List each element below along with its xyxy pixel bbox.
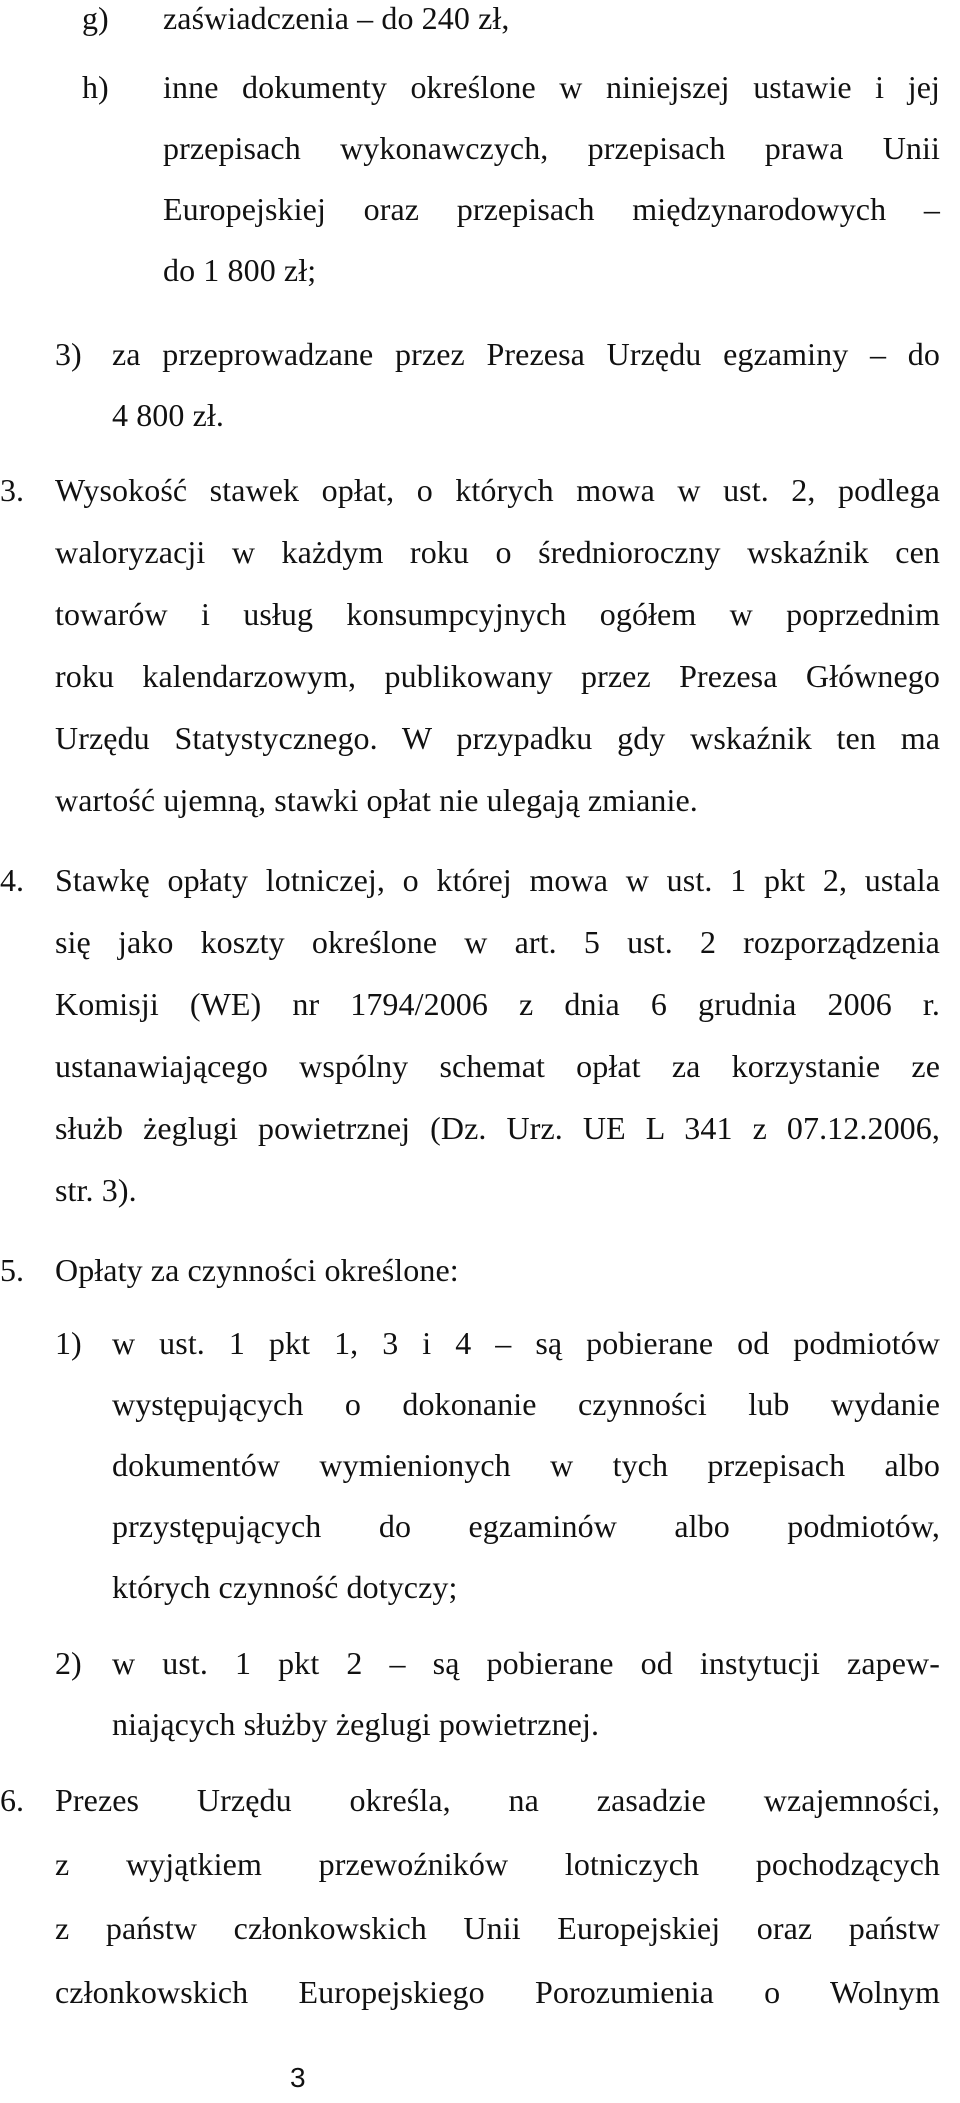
section-6-line-4: członkowskich Europejskiego Porozumienia o Wolnym	[55, 1974, 940, 2010]
section-3-line-3: towarów i usług konsumpcyjnych ogółem w poprzednim	[55, 596, 940, 632]
section-3-line-5: Urzędu Statystycznego. W przypadku gdy wskaźnik ten ma	[55, 720, 940, 756]
section-4-line-6: str. 3).	[55, 1172, 137, 1208]
section-3-line-4: roku kalendarzowym, publikowany przez Prezesa Głównego	[55, 658, 940, 694]
list-item-h-line-1: inne dokumenty określone w niniejszej ustawie i jej	[163, 69, 940, 105]
section-4-line-2: się jako koszty określone w art. 5 ust. 2 rozporządzenia	[55, 924, 940, 960]
section-6-marker: 6.	[0, 1782, 24, 1818]
section-5-marker: 5.	[0, 1252, 24, 1288]
list-item-g-line-1: zaświadczenia – do 240 zł,	[163, 0, 510, 36]
section-5-item-2-line-1: w ust. 1 pkt 2 – są pobierane od instytucji zapew-	[112, 1645, 940, 1681]
section-5-item-2-marker: 2)	[55, 1645, 82, 1681]
section-5-item-1-line-1: w ust. 1 pkt 1, 3 i 4 – są pobierane od podmiotów	[112, 1325, 940, 1361]
list-item-h-line-4: do 1 800 zł;	[163, 252, 317, 288]
section-3-line-2: waloryzacji w każdym roku o średnioroczny wskaźnik cen	[55, 534, 940, 570]
section-6-line-2: z wyjątkiem przewoźników lotniczych pochodzących	[55, 1846, 940, 1882]
section-3-marker: 3.	[0, 472, 24, 508]
section-6-line-1: Prezes Urzędu określa, na zasadzie wzajemności,	[55, 1782, 940, 1818]
section-5-item-1-line-2: występujących o dokonanie czynności lub wydanie	[112, 1386, 940, 1422]
list-marker-g: g)	[82, 0, 109, 36]
section-5-heading: Opłaty za czynności określone:	[55, 1252, 459, 1288]
section-4-marker: 4.	[0, 862, 24, 898]
point-3-line-1: za przeprowadzane przez Prezesa Urzędu egzaminy – do	[112, 336, 940, 372]
list-marker-h: h)	[82, 69, 109, 105]
list-item-h-line-3: Europejskiej oraz przepisach międzynarodowych –	[163, 191, 940, 227]
section-4-line-4: ustanawiającego wspólny schemat opłat za korzystanie ze	[55, 1048, 940, 1084]
point-3-marker: 3)	[55, 336, 82, 372]
section-3-line-6: wartość ujemną, stawki opłat nie ulegają zmianie.	[55, 782, 698, 818]
section-5-item-1-line-3: dokumentów wymienionych w tych przepisach albo	[112, 1447, 940, 1483]
section-5-item-1-line-4: przystępujących do egzaminów albo podmiotów,	[112, 1508, 940, 1544]
section-4-line-3: Komisji (WE) nr 1794/2006 z dnia 6 grudnia 2006 r.	[55, 986, 940, 1022]
section-5-item-1-marker: 1)	[55, 1325, 82, 1361]
page-number: 3	[290, 2062, 306, 2093]
section-4-line-5: służb żeglugi powietrznej (Dz. Urz. UE L 341 z 07.12.2006,	[55, 1110, 940, 1146]
point-3-line-2: 4 800 zł.	[112, 397, 224, 433]
section-4-line-1: Stawkę opłaty lotniczej, o której mowa w ust. 1 pkt 2, ustala	[55, 862, 940, 898]
section-3-line-1: Wysokość stawek opłat, o których mowa w ust. 2, podlega	[55, 472, 940, 508]
list-item-h-line-2: przepisach wykonawczych, przepisach prawa Unii	[163, 130, 940, 166]
section-5-item-2-line-2: niających służby żeglugi powietrznej.	[112, 1706, 600, 1742]
section-5-item-1-line-5: których czynność dotyczy;	[112, 1569, 458, 1605]
section-6-line-3: z państw członkowskich Unii Europejskiej oraz państw	[55, 1910, 940, 1946]
